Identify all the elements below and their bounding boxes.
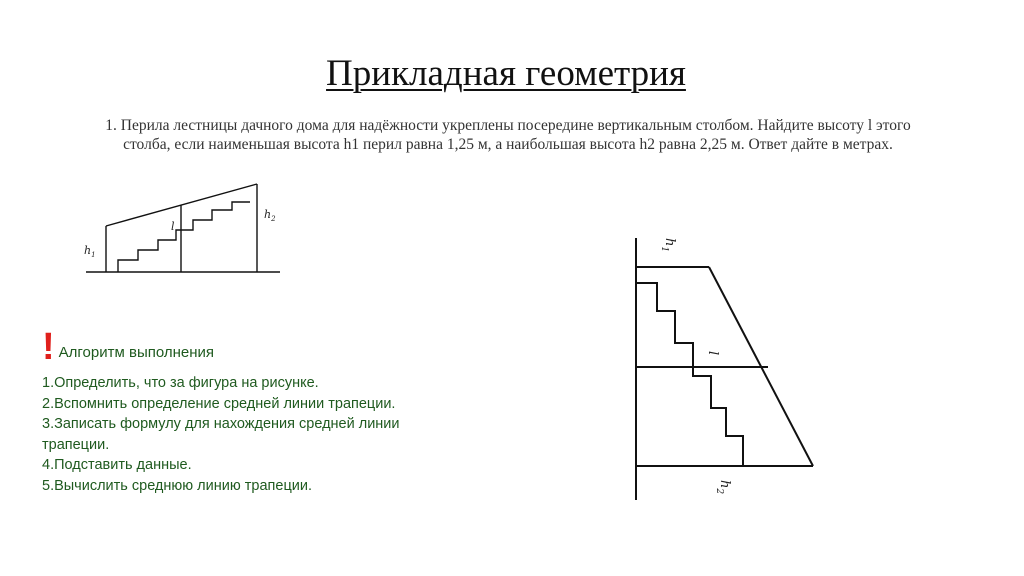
stairs-steps [118, 202, 250, 272]
l-label: l [705, 351, 720, 356]
problem-line-1: 1. Перила лестницы дачного дома для надёжности укреплены посередине вертикальным столбом. Найдите высоту l этого [105, 117, 911, 134]
algorithm-title: Алгоритм выполнения [58, 344, 215, 361]
l-label: l [171, 220, 175, 233]
algorithm-steps [42, 373, 442, 496]
algorithm-step-2: 2.Вспомнить определение средней линии трапеции. [42, 395, 396, 412]
h2-label: $h_2$ [264, 208, 276, 223]
h1-label: $h_1$ [84, 244, 96, 259]
h1-label: $h_1$ [659, 238, 677, 253]
staircase-figure-side [80, 160, 290, 284]
algorithm-step-3: 3.Записать формулу для нахождения средней линии трапеции. [42, 416, 400, 453]
h2-label: $h_2$ [714, 480, 732, 495]
problem-line-2: столба, если наименьшая высота h1 перил равна 1,25 м, а наибольшая высота h2 равна 2,25 м. Ответ дайте в метрах. [123, 136, 893, 153]
algorithm-step-1: 1.Определить, что за фигура на рисунке. [42, 375, 319, 391]
exclamation-icon: ! [42, 326, 55, 368]
slide-title: Прикладная геометрия [326, 53, 686, 94]
algorithm-step-4: 4.Подставить данные. [42, 457, 192, 473]
algorithm-heading [42, 328, 214, 366]
stairs-steps [636, 283, 743, 466]
trapezoid-figure [600, 228, 840, 508]
algorithm-step-5: 5.Вычислить среднюю линию трапеции. [42, 477, 312, 494]
problem-statement [58, 116, 958, 154]
